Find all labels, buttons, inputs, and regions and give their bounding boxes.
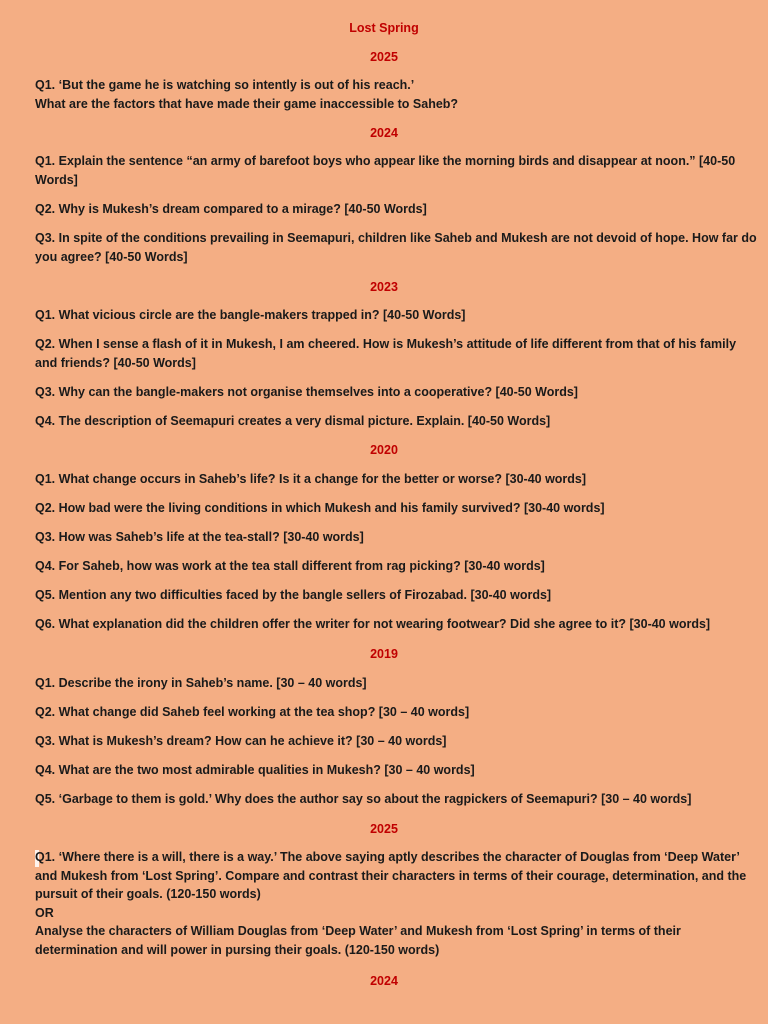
question-2023-q3	[35, 383, 735, 402]
question-2020-q4	[35, 557, 735, 576]
question-line: What are the factors that have made their game inaccessible to Saheb?	[35, 96, 459, 111]
question-2023-q1	[35, 306, 735, 325]
year-heading-2019: 2019	[370, 647, 398, 661]
year-heading-2025-b: 2025	[370, 822, 398, 836]
question-line: Words]	[35, 172, 78, 187]
question-line: Q1. What change occurs in Saheb’s life? Is it a change for the better or worse? [30-40 words]	[35, 472, 587, 486]
question-line: Q3. In spite of the conditions prevailing in Seemapuri, children like Saheb and Mukesh are not devoid of hope. How far do	[35, 231, 757, 245]
question-2020-q1	[35, 470, 735, 489]
question-2024-q3	[35, 229, 757, 266]
question-line: Q5. ‘Garbage to them is gold.’ Why does the author say so about the ragpickers of Seemapuri? [30 – 40 words]	[35, 792, 692, 806]
year-heading-2024-b: 2024	[370, 974, 398, 988]
question-line: Q3. What is Mukesh’s dream? How can he achieve it? [30 – 40 words]	[35, 734, 447, 748]
question-line: Q1. ‘Where there is a will, there is a way.’ The above saying aptly describes the character of Douglas from ‘Deep Water’	[35, 850, 740, 864]
question-line: Q4. What are the two most admirable qualities in Mukesh? [30 – 40 words]	[35, 763, 475, 777]
question-line: Q4. The description of Seemapuri creates a very dismal picture. Explain. [40-50 Words]	[35, 414, 551, 428]
year-heading-2023: 2023	[370, 280, 398, 294]
question-line: Q2. When I sense a flash of it in Mukesh, I am cheered. How is Mukesh’s attitude of life different from that of his family	[35, 337, 737, 351]
year-heading-2020: 2020	[370, 443, 398, 457]
question-line: Q3. How was Saheb’s life at the tea-stall? [30-40 words]	[35, 530, 364, 544]
question-2020-q3	[35, 528, 735, 547]
question-line: Q3. Why can the bangle-makers not organise themselves into a cooperative? [40-50 Words]	[35, 385, 578, 399]
question-line: Q6. What explanation did the children offer the writer for not wearing footwear? Did she agree to it? [30-40 words]	[35, 617, 711, 631]
question-2019-q1	[35, 674, 735, 693]
question-line: Q1. ‘But the game he is watching so intently is out of his reach.’	[35, 78, 415, 92]
question-line: pursuit of their goals. (120-150 words)	[35, 887, 261, 901]
document-title: Lost Spring	[349, 21, 419, 35]
question-2023-q4	[35, 412, 735, 431]
question-line: Q2. Why is Mukesh’s dream compared to a mirage? [40-50 Words]	[35, 202, 427, 216]
question-line: Q2. How bad were the living conditions in which Mukesh and his family survived? [30-40 words]	[35, 501, 605, 515]
question-line: Q1. Describe the irony in Saheb’s name. [30 – 40 words]	[35, 676, 367, 690]
question-line: and Mukesh from ‘Lost Spring’. Compare and contrast their characters in terms of their courage, determination, and the	[35, 868, 747, 883]
question-line: and friends? [40-50 Words]	[35, 355, 196, 370]
question-2020-q6	[35, 615, 735, 634]
year-heading-2025: 2025	[370, 50, 398, 64]
question-2023-q2	[35, 335, 735, 372]
question-2019-q3	[35, 732, 735, 751]
question-2020-q5	[35, 586, 735, 605]
question-line: you agree? [40-50 Words]	[35, 249, 188, 264]
question-2024-q1	[35, 152, 735, 189]
question-line: Q4. For Saheb, how was work at the tea stall different from rag picking? [30-40 words]	[35, 559, 545, 573]
question-line: Q1. Explain the sentence “an army of barefoot boys who appear like the morning birds and disappear at noon.” [40-50	[35, 154, 736, 168]
question-line: determination and will power in pursing their goals. (120-150 words)	[35, 942, 440, 957]
question-line: Q5. Mention any two difficulties faced by the bangle sellers of Firozabad. [30-40 words]	[35, 588, 552, 602]
question-2025-q1	[35, 76, 735, 113]
question-2020-q2	[35, 499, 735, 518]
year-heading-2024: 2024	[370, 126, 398, 140]
question-2019-q2	[35, 703, 735, 722]
question-2024-q2	[35, 200, 735, 219]
question-line: Q2. What change did Saheb feel working at the tea shop? [30 – 40 words]	[35, 705, 470, 719]
question-2019-q5	[35, 790, 735, 809]
question-2025-long-answer	[35, 848, 747, 959]
question-line: Analyse the characters of William Douglas from ‘Deep Water’ and Mukesh from ‘Lost Spring’ in terms of their	[35, 924, 681, 938]
question-line: Q1. What vicious circle are the bangle-makers trapped in? [40-50 Words]	[35, 308, 466, 322]
question-2019-q4	[35, 761, 735, 780]
or-separator: OR	[35, 905, 54, 920]
